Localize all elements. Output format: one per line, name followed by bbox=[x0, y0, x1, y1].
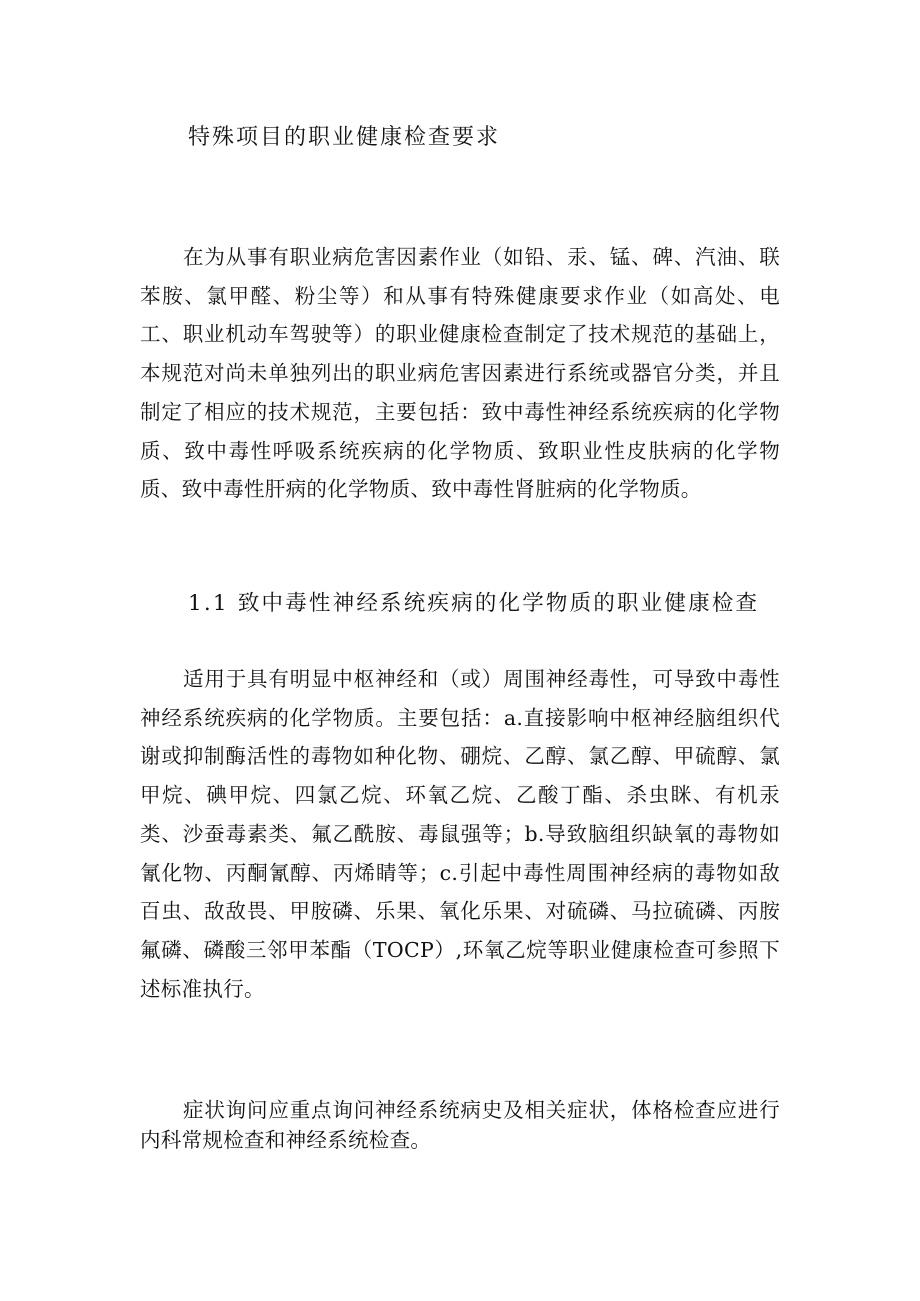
scope-paragraph: 适用于具有明显中枢神经和（或）周围神经毒性，可导致中毒性神经系统疾病的化学物质。主要包括：a.直接影响中枢神经脑组织代谢或抑制酶活性的毒物如种化物、硼烷、乙醇、氯乙醇、甲硫醇、氯甲烷、碘甲烷、四氯乙烷、环氧乙烷、乙酸丁酯、杀虫眯、有机汞类、沙蚕毒素类、氟乙酰胺、毒鼠强等；b.导致脑组织缺氧的毒物如氰化物、丙酮氰醇、丙烯睛等；c.引起中毒性周围神经病的毒物如敌百虫、敌敌畏、甲胺磷、乐果、氧化乐果、对硫磷、马拉硫磷、丙胺氟磷、磷酸三邻甲苯酯（TOCP）,环氧乙烷等职业健康检查可参照下述标准执行。 bbox=[140, 667, 780, 1001]
section-heading: 1.1 致中毒性神经系统疾病的化学物质的职业健康检查 bbox=[188, 591, 760, 616]
exam-paragraph: 症状询问应重点询问神经系统病史及相关症状，体格检查应进行内科常规检查和神经系统检查。 bbox=[140, 1098, 780, 1152]
intro-paragraph: 在为从事有职业病危害因素作业（如铅、汞、锰、碑、汽油、联苯胺、氯甲醛、粉尘等）和从事有特殊健康要求作业（如高处、电工、职业机动车驾驶等）的职业健康检查制定了技术规范的基础上，本规范对尚未单独列出的职业病危害因素进行系统或器官分类，并且制定了相应的技术规范，主要包括：致中毒性神经系统疾病的化学物质、致中毒性呼吸系统疾病的化学物质、致职业性皮肤病的化学物质、致中毒性肝病的化学物质、致中毒性肾脏病的化学物质。 bbox=[140, 245, 780, 502]
page-title: 特殊项目的职业健康检查要求 bbox=[188, 125, 501, 150]
